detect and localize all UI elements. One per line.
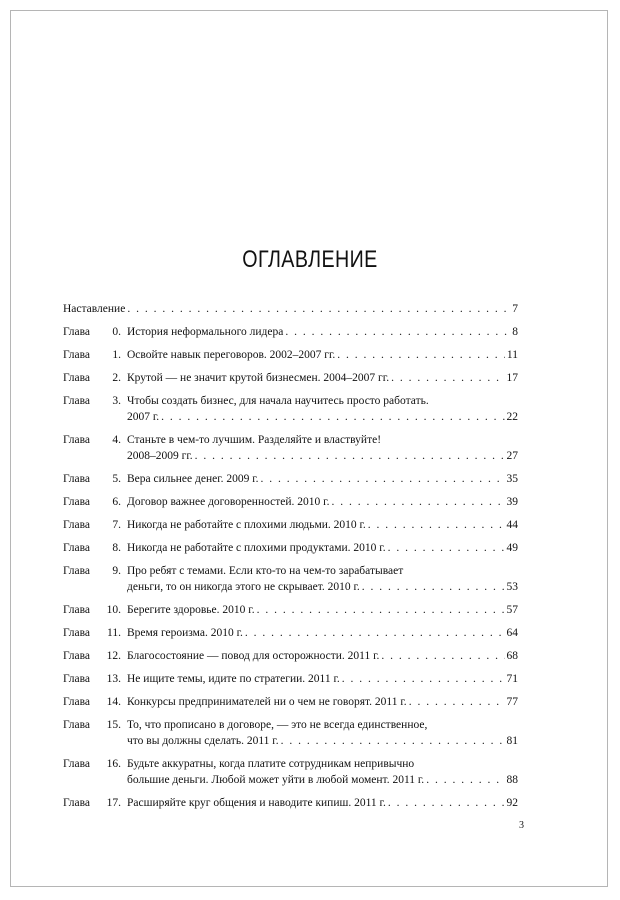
toc-entry: [63, 563, 518, 595]
chapter-number: 4.: [112, 434, 121, 446]
toc-page-number: 39: [506, 496, 518, 508]
chapter-number: 16.: [106, 758, 121, 770]
chapter-label: Глава: [63, 758, 91, 770]
toc-page-number: 77: [506, 696, 518, 708]
toc-entry: [63, 517, 518, 533]
chapter-label: Глава: [63, 719, 91, 731]
chapter-label: Глава: [63, 650, 91, 662]
chapter-label: Глава: [63, 565, 91, 577]
toc-entry-title: Крутой — не значит крутой бизнесмен. 2004–2007 гг.: [127, 372, 390, 384]
toc-entry-title: Конкурсы предпринимателей ни о чем не говорят. 2011 г.: [127, 696, 407, 708]
dot-leader: [368, 517, 505, 533]
toc-entry-title: Наставление: [63, 303, 126, 315]
toc-entry-title: Никогда не работайте с плохими людьми. 2010 г.: [127, 519, 366, 531]
chapter-label: Глава: [63, 542, 91, 554]
chapter-number: 17.: [106, 797, 121, 809]
dot-leader: [161, 409, 504, 425]
dot-leader: [388, 540, 505, 556]
toc-entry-title: Берегите здоровье. 2010 г.: [127, 604, 255, 616]
chapter-label: Глава: [63, 604, 91, 616]
toc-page-number: 22: [506, 411, 518, 423]
dot-leader: [342, 671, 505, 687]
toc-entry-title: большие деньги. Любой может уйти в любой момент. 2011 г.: [127, 774, 425, 786]
chapter-number: 11.: [107, 627, 121, 639]
chapter-label: Глава: [63, 797, 91, 809]
toc-entry: [63, 671, 518, 687]
toc-page-number: 35: [506, 473, 518, 485]
toc-entry-title: Никогда не работайте с плохими продуктами. 2010 г.: [127, 542, 386, 554]
chapter-number: 13.: [106, 673, 121, 685]
chapter-label: Глава: [63, 473, 91, 485]
toc-page-number: 49: [506, 542, 518, 554]
chapter-number: 9.: [112, 565, 121, 577]
toc-entry-title: Освойте навык переговоров. 2002–2007 гг.: [127, 349, 336, 361]
dot-leader: [391, 370, 504, 386]
dot-leader: [257, 602, 505, 618]
chapter-number: 2.: [112, 372, 121, 384]
chapter-label: Глава: [63, 349, 91, 361]
toc-page-number: 57: [506, 604, 518, 616]
toc-entry-title-line: Будьте аккуратны, когда платите сотрудникам непривычно: [127, 758, 415, 770]
toc-entry: [63, 756, 518, 788]
toc-entry: [63, 602, 518, 618]
chapter-label: Глава: [63, 434, 91, 446]
dot-leader: [362, 579, 505, 595]
toc-entry: [63, 625, 518, 641]
toc-entry-title: История неформального лидера: [127, 326, 284, 338]
toc-entry-title: Расширяйте круг общения и наводите кипиш. 2011 г.: [127, 797, 386, 809]
toc-entry: [63, 494, 518, 510]
dot-leader: [337, 347, 505, 363]
chapter-number: 15.: [106, 719, 121, 731]
chapter-label: Глава: [63, 696, 91, 708]
toc-entry: [63, 471, 518, 487]
table-of-contents: [63, 301, 518, 811]
chapter-number: 5.: [112, 473, 121, 485]
toc-page-number: 11: [506, 349, 518, 361]
toc-entry: [63, 648, 518, 664]
dot-leader: [127, 301, 510, 317]
toc-page-number: 8: [512, 326, 518, 338]
chapter-label: Глава: [63, 395, 91, 407]
toc-page-number: 88: [506, 774, 518, 786]
toc-entry: [63, 717, 518, 749]
chapter-number: 0.: [112, 326, 121, 338]
chapter-label: Глава: [63, 627, 91, 639]
toc-page-number: 27: [506, 450, 518, 462]
toc-entry: [63, 795, 518, 811]
toc-page-number: 92: [506, 797, 518, 809]
toc-page-number: 7: [512, 303, 518, 315]
dot-leader: [388, 795, 505, 811]
toc-entry-title-line: Про ребят с темами. Если кто-то на чем-то зарабатывает: [127, 565, 404, 577]
dot-leader: [281, 733, 505, 749]
chapter-label: Глава: [63, 372, 91, 384]
dot-leader: [195, 448, 505, 464]
dot-leader: [381, 648, 504, 664]
toc-page-number: 71: [506, 673, 518, 685]
toc-page-number: 64: [506, 627, 518, 639]
toc-entry: [63, 393, 518, 425]
chapter-number: 8.: [112, 542, 121, 554]
toc-entry: [63, 324, 518, 340]
toc-entry-title: Вера сильнее денег. 2009 г.: [127, 473, 259, 485]
chapter-label: Глава: [63, 519, 91, 531]
chapter-label: Глава: [63, 326, 91, 338]
page-title: ОГЛАВЛЕНИЕ: [242, 246, 378, 273]
toc-entry-title: Не ищите темы, идите по стратегии. 2011 г.: [127, 673, 340, 685]
dot-leader: [331, 494, 504, 510]
page-number: 3: [519, 820, 524, 831]
toc-entry-title: 2007 г.: [127, 411, 160, 423]
toc-page-number: 53: [506, 581, 518, 593]
toc-entry-title-line: Станьте в чем-то лучшим. Разделяйте и властвуйте!: [127, 434, 382, 446]
dot-leader: [409, 694, 505, 710]
chapter-number: 12.: [106, 650, 121, 662]
toc-entry: [63, 347, 518, 363]
toc-entry-title: деньги, то он никогда этого не скрывает. 2010 г.: [127, 581, 360, 593]
chapter-number: 10.: [106, 604, 121, 616]
toc-entry: [63, 301, 518, 317]
chapter-label: Глава: [63, 673, 91, 685]
toc-page-number: 44: [506, 519, 518, 531]
dot-leader: [261, 471, 505, 487]
chapter-number: 3.: [112, 395, 121, 407]
dot-leader: [245, 625, 505, 641]
toc-entry: [63, 370, 518, 386]
toc-entry: [63, 540, 518, 556]
dot-leader: [285, 324, 510, 340]
dot-leader: [426, 772, 504, 788]
chapter-number: 7.: [112, 519, 121, 531]
toc-page-number: 17: [506, 372, 518, 384]
toc-entry: [63, 694, 518, 710]
toc-entry: [63, 432, 518, 464]
toc-entry-title-line: Чтобы создать бизнес, для начала научитесь просто работать.: [127, 395, 429, 407]
chapter-number: 14.: [106, 696, 121, 708]
toc-entry-title: 2008–2009 гг.: [127, 450, 193, 462]
toc-entry-title: Благосостояние — повод для осторожности. 2011 г.: [127, 650, 380, 662]
toc-entry-title: Договор важнее договоренностей. 2010 г.: [127, 496, 330, 508]
toc-entry-title: что вы должны сделать. 2011 г.: [127, 735, 279, 747]
toc-page-number: 81: [506, 735, 518, 747]
chapter-number: 6.: [112, 496, 121, 508]
chapter-number: 1.: [112, 349, 121, 361]
toc-entry-title-line: То, что прописано в договоре, — это не всегда единственное,: [127, 719, 428, 731]
chapter-label: Глава: [63, 496, 91, 508]
toc-entry-title: Время героизма. 2010 г.: [127, 627, 243, 639]
toc-page-number: 68: [506, 650, 518, 662]
